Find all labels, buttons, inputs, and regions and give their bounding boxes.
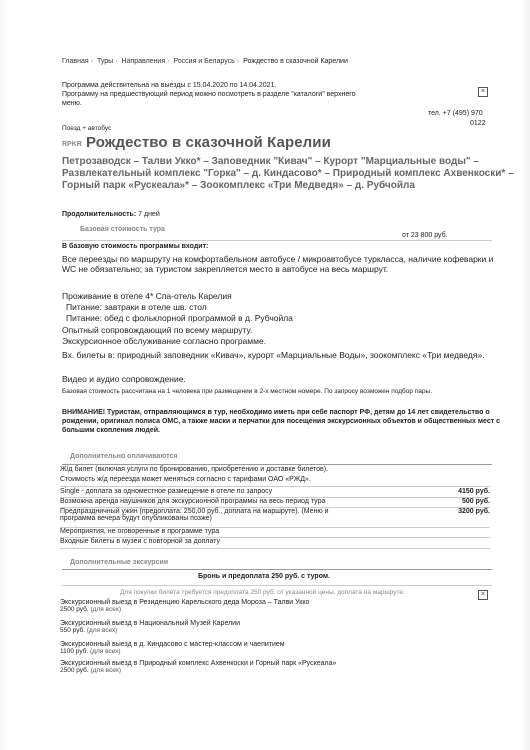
close-icon[interactable]: ×	[478, 590, 488, 600]
extra-row-price: 3200 руб.	[458, 508, 490, 515]
excursions-title: Дополнительные экскурсии	[70, 559, 169, 566]
extra-row-text: программа вечера будут опубликованы позже)	[60, 515, 212, 522]
extra-row-text: Предпраздничный ужин (предоплата: 250,00 руб., доплата на маршруте). (Меню и	[60, 508, 329, 515]
duration	[62, 211, 160, 219]
duration-label: Продолжительность:	[62, 211, 137, 218]
excursion-price: 550 руб.	[60, 627, 86, 634]
tour-code: RPKR	[62, 141, 82, 148]
excursion-name: Экскурсионный выезд в Резиденцию Карельского деда Мороза – Талви Укко	[60, 599, 310, 606]
included-item: Проживание в отеле 4* Спа-отель Карелия	[62, 291, 232, 301]
included-item: Питание: обед с фольклорной программой в д. Рубчойла	[66, 313, 293, 323]
breadcrumb-home[interactable]: Главная	[62, 58, 89, 65]
extra-row-price: 500 руб.	[462, 498, 490, 505]
extra-row	[60, 508, 490, 522]
extra-row-text: Возможна аренда наушников для экскурсионной программы на весь период тура	[60, 498, 326, 505]
included-item: Все переезды по маршруту на комфортабельном автобусе / микроавтобусе туркласса, наличие кофеварки и WC не обязательно; за туристом закрепляется место в автобусе на весь маршрут.	[62, 254, 494, 275]
breadcrumb-russia-belarus[interactable]: Россия и Беларусь	[173, 58, 235, 65]
tour-route: Петрозаводск – Талви Укко* – Заповедник "Кивач" – Курорт "Марциальные воды" – Развлекательный комплекс "Горка" – д. Киндасово* – Природный комплекс Ахвенкоски* – Горный парк «Рускеала»* – Зоокомплекс «Три Медведя» – д. Рубчойла	[62, 156, 514, 191]
extra-row	[60, 528, 490, 535]
validity-line-3: меню.	[62, 100, 82, 107]
divider	[62, 569, 492, 570]
base-price-value: от 23 800 руб.	[402, 232, 448, 239]
extra-row-text: Входные билеты в музеи с повторной за доплату	[60, 538, 220, 545]
excursions-booking: Бронь и предоплата 250 руб. с туром.	[198, 573, 330, 580]
breadcrumb-current: Рождество в сказочной Карелии	[243, 58, 348, 65]
extra-row-price: 4150 руб.	[458, 488, 490, 495]
excursion-name: Экскурсионный выезд в Национальный Музей Карелии	[60, 620, 241, 627]
extra-row	[60, 466, 490, 473]
excursion-audience: (для всех)	[86, 627, 118, 634]
excursion-name: Экскурсионный выезд в д. Киндасово с мастер-классом и чаепитием	[60, 641, 285, 648]
phone-line-2: 0122	[470, 120, 486, 127]
close-icon[interactable]: ×	[478, 87, 488, 97]
tour-kind: Поезд + автобус	[62, 125, 112, 132]
divider	[60, 486, 490, 487]
warning-text: ВНИМАНИЕ! Туристам, отправляющимся в тур, необходимо иметь при себе паспорт РФ, детям до 14 лет свидетельство о рождении, оригинал полиса ОМС, а также маски и перчатки для посещения экскурсионных объектов и общественных мест с большим скопления людей.	[62, 409, 501, 435]
included-item: Видео и аудио сопровождение.	[62, 374, 186, 384]
extra-row	[60, 476, 490, 483]
excursion-audience: (для всех)	[90, 648, 121, 655]
excursion-item	[60, 660, 336, 674]
extra-row-text: Single - доплата за одноместное размещение в отеле по запросу	[60, 488, 273, 495]
extra-row-text: Стоимость ж/д переезда может меняться согласно с тарифами ОАО «РЖД».	[60, 476, 311, 483]
excursion-item	[60, 620, 240, 634]
excursion-audience: (для всех)	[90, 667, 122, 674]
duration-value: 7 дней	[138, 211, 160, 218]
extra-row	[60, 498, 490, 505]
included-item: Вх. билеты в: природный заповедник «Кивач», курорт «Марциальные Воды», зоокомплекс «Три медведя».	[62, 350, 485, 360]
excursion-item	[60, 641, 285, 655]
base-price-label: Базовая стоимость тура	[80, 226, 165, 233]
extra-row	[60, 538, 490, 545]
excursion-price: 2500 руб.	[60, 606, 89, 613]
excursion-name: Экскурсионный выезд в Природный комплекс Ахвенкоски и Горный парк «Рускеала»	[60, 660, 337, 667]
included-title: В базовую стоимость программы входит:	[62, 243, 209, 250]
included-item: Опытный сопровождающий по всему маршруту.	[62, 325, 253, 335]
excursions-purchase-note: Для покупки билета требуется предоплата 250 руб. от указанной цены, доплата на маршруте.	[120, 589, 405, 596]
excursion-price: 1100 руб.	[60, 648, 89, 655]
included-item: Питание: завтраки в отеле шв. стол	[66, 302, 207, 312]
extra-row-text: Мероприятия, не оговоренные в программе тура	[60, 528, 220, 535]
excursion-price: 2500 руб.	[60, 667, 89, 674]
extra-row	[60, 488, 490, 495]
extra-row-text: Ж/д билет (включая услуги по бронированию, приобретению и доставке билетов).	[60, 466, 329, 473]
validity-line-2: Программу на предшествующий период можно посмотреть в разделе "каталоги" верхнего	[62, 91, 356, 98]
divider	[62, 464, 492, 465]
tour-title: Рождество в сказочной Карелии	[86, 134, 331, 151]
extra-title: Дополнительно оплачиваются	[70, 453, 178, 460]
divider	[62, 240, 492, 241]
included-item: Экскурсионное обслуживание согласно программе.	[62, 336, 267, 346]
breadcrumb-directions[interactable]: Направления	[121, 58, 166, 65]
divider	[62, 585, 492, 586]
excursion-item	[60, 599, 309, 613]
phone-line-1: тел. +7 (495) 970	[428, 110, 483, 117]
validity-line-1: Программа действительна на выезды с 15.04.2020 по 14.04.2021.	[62, 82, 277, 89]
divider	[60, 548, 490, 549]
excursion-audience: (для всех)	[90, 606, 122, 613]
breadcrumb-tours[interactable]: Туры	[96, 58, 114, 65]
price-note: Базовая стоимость рассчитана на 1 человека при размещении в 2-х местном номере. По запросу возможен подбор пары.	[62, 388, 432, 395]
breadcrumb: Главная › Туры › Направления › Россия и Беларусь › Рождество в сказочной Карелии	[62, 58, 348, 65]
